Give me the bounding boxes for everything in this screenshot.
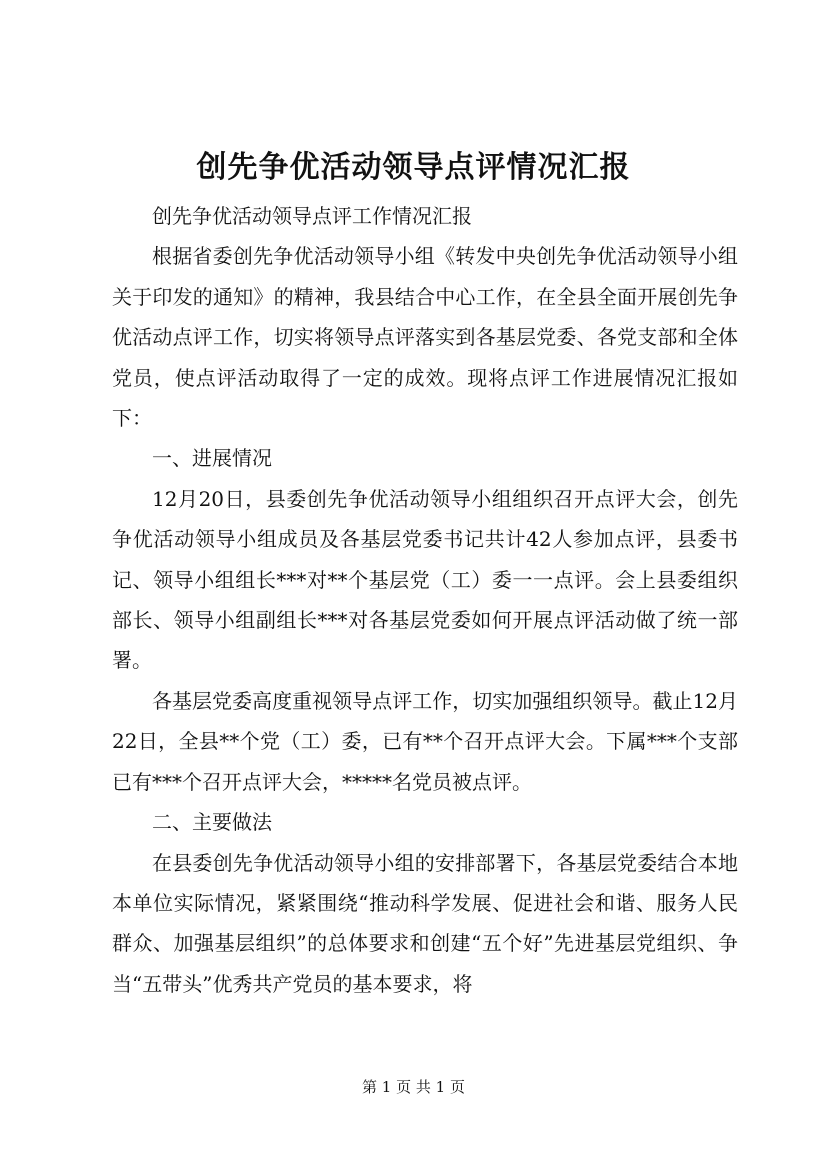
methods-paragraph-1: 在县委创先争优活动领导小组的安排部署下，各基层党委结合本地本单位实际情况，紧紧围绕“推动科学发展、促进社会和谐、服务人民群众、加强基层组织”的总体要求和创建“五个好”先进基层党组织、争当“五带头”优秀共产党员的基本要求，将 [112,850,738,996]
document-title: 创先争优活动领导点评情况汇报 [196,150,631,185]
document-body [112,196,738,1004]
section-heading-progress: 一、进展情况 [152,446,272,471]
progress-paragraph-1: 12月20日，县委创先争优活动领导小组组织召开点评大会，创先争优活动领导小组成员及各基层党委书记共计42人参加点评，县委书记、领导小组组长***对**个基层党（工）委一一点评。会上县委组织部长、领导小组副组长***对各基层党委如何开展点评活动做了统一部署。 [112,486,738,673]
intro-paragraph: 根据省委创先争优活动领导小组《转发中央创先争优活动领导小组关于印发的通知》的精神，我县结合中心工作，在全县全面开展创先争优活动点评工作，切实将领导点评落实到各基层党委、各党支部和全体党员，使点评活动取得了一定的成效。现将点评工作进展情况汇报如下： [112,244,738,431]
page-footer: 第 1 页 共 1 页 [362,1078,465,1096]
progress-paragraph-2: 各基层党委高度重视领导点评工作，切实加强组织领导。截止12月22日，全县**个党（工）委，已有**个召开点评大会。下属***个支部已有***个召开点评大会，*****名党员被点评。 [112,688,738,794]
section-heading-methods: 二、主要做法 [152,810,272,835]
subtitle-paragraph: 创先争优活动领导点评工作情况汇报 [152,204,472,228]
